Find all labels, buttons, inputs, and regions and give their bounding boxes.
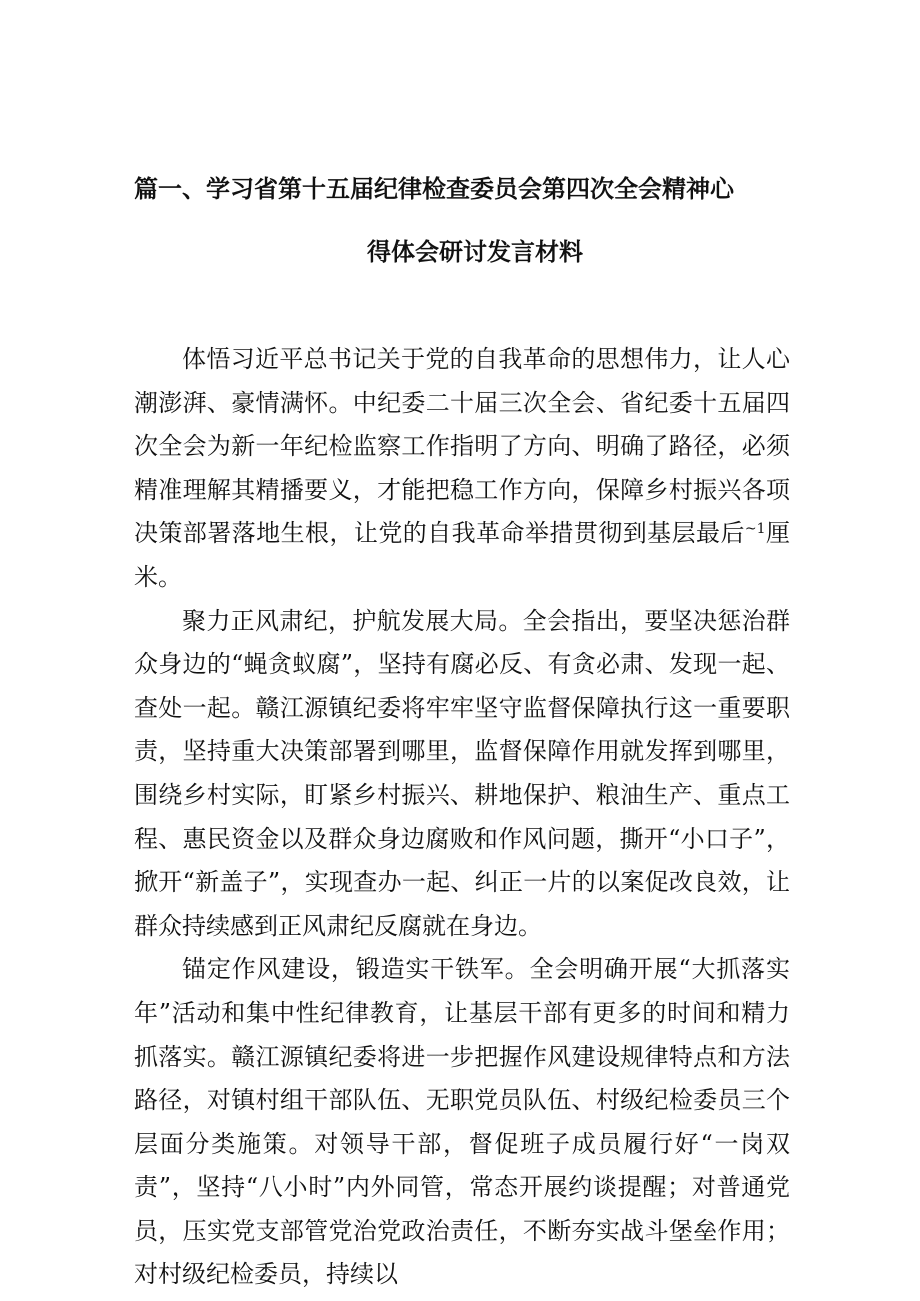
paragraph-3: 锚定作风建设，锻造实干铁军。全会明确开展“大抓落实年”活动和集中性纪律教育，让基层干部有更多的时间和精力抓落实。赣江源镇纪委将进一步把握作风建设规律特点和方法路径，对镇村组干部队伍、无职党员队伍、村级纪检委员三个层面分类施策。对领导干部，督促班子成员履行好“一岗双责”，坚持“八小时”内外同管，常态开展约谈提醒；对普通党员，压实党支部管党治党政治责任，不断夯实战斗堡垒作用；对村级纪检委员，持续以: [134, 955, 790, 1289]
paragraph-2: 聚力正风肃纪，护航发展大局。全会指出，要坚决惩治群众身边的“蝇贪蚁腐”，坚持有腐必反、有贪必肃、发现一起、查处一起。赣江源镇纪委将牢牢坚守监督保障执行这一重要职责，坚持重大决策部署到哪里，监督保障作用就发挥到哪里，围绕乡村实际，盯紧乡村振兴、耕地保护、粮油生产、重点工程、惠民资金以及群众身边腐败和作风问题，撕开“小口子”，掀开“新盖子”，实现查办一起、纠正一片的以案促改良效，让群众持续感到正风肃纪反腐就在身边。: [134, 606, 790, 940]
footnote-mark: ~1: [744, 521, 766, 538]
paragraph-1-text: 体悟习近平总书记关于党的自我革命的思想伟力，让人心潮澎湃、豪情满怀。中纪委二十届三次全会、省纪委十五届四次全会为新一年纪检监察工作指明了方向、明确了路径，必须精准理解其精播要义，才能把稳工作方向，保障乡村振兴各项决策部署落地生根，让党的自我革命举措贯彻到基层最后: [134, 345, 790, 548]
document-body: [134, 338, 790, 1297]
paragraph-1-tail: 厘米。: [134, 519, 790, 591]
document-title-line-1: 篇一、学习省第十五届纪律检查委员会第四次全会精神心: [134, 174, 734, 203]
paragraph-1: [134, 338, 790, 600]
document-title-line-2: 得体会研讨发言材料: [367, 237, 583, 266]
